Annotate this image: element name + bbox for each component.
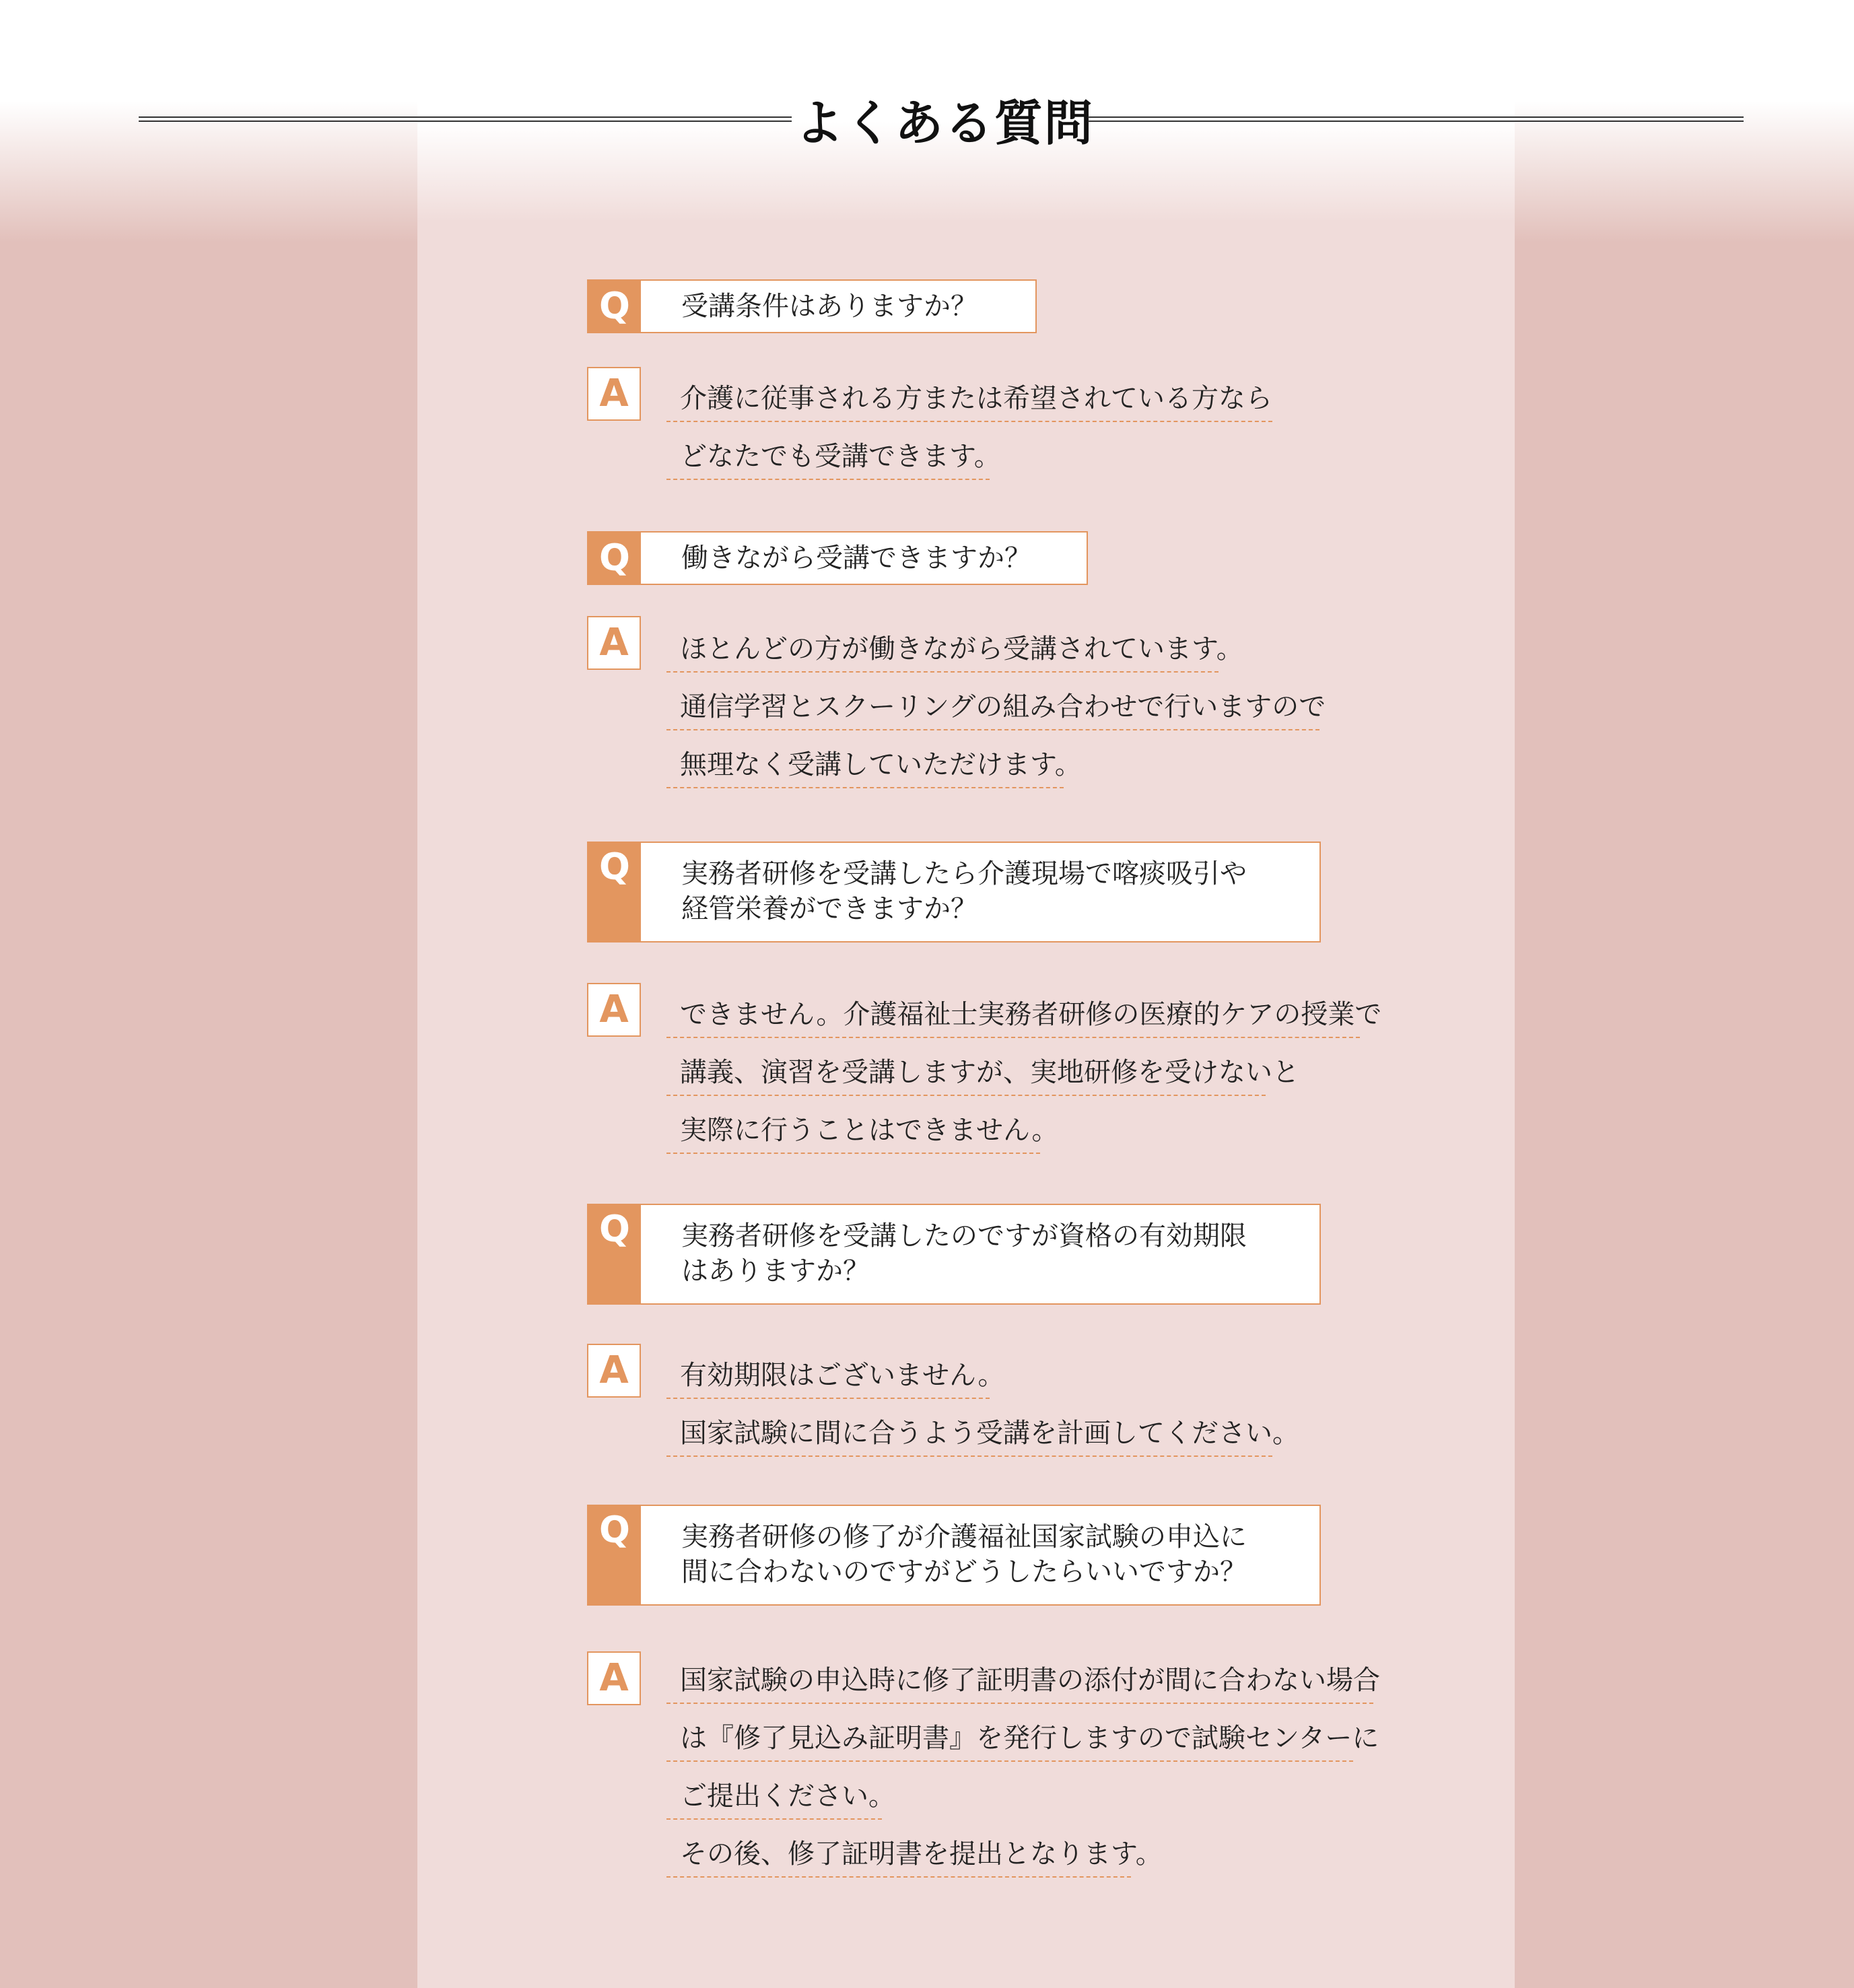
- page-title: よくある質問: [795, 95, 1095, 151]
- question-box: [587, 1505, 1321, 1606]
- question-text: 働きながら受講できますか？: [681, 543, 1031, 574]
- answer-badge: A: [587, 1651, 641, 1705]
- answer-line: その後、修了証明書を提出となります。: [666, 1830, 1131, 1878]
- title-rule-left: [139, 116, 792, 122]
- question-text-line: 実務者研修を受講したのですが資格の有効期限: [681, 1221, 1247, 1252]
- answer-badge: A: [587, 616, 641, 670]
- question-text: [681, 1219, 1306, 1289]
- question-badge: Q: [588, 1506, 641, 1604]
- answer-badge: A: [587, 367, 641, 421]
- answer-line: 国家試験の申込時に修了証明書の添付が間に合わない場合: [666, 1657, 1373, 1704]
- question-badge: Q: [588, 1205, 641, 1303]
- question-text-line: はありますか？: [681, 1256, 870, 1287]
- answer-line: ほとんどの方が働きながら受講されています。: [666, 625, 1218, 673]
- answer-line: 国家試験に間に合うよう受講を計画してください。: [666, 1410, 1272, 1457]
- question-text: [681, 856, 1306, 926]
- question-box: [587, 1204, 1321, 1305]
- answer-line: 通信学習とスクーリングの組み合わせで行いますので: [666, 683, 1319, 730]
- answer-line: 介護に従事される方または希望されている方なら: [666, 375, 1272, 422]
- question-box: [587, 279, 1037, 333]
- answer-badge: A: [587, 983, 641, 1037]
- answer-line: 無理なく受講していただけます。: [666, 741, 1064, 788]
- question-text-line: 間に合わないのですがどうしたらいいですか？: [681, 1556, 1247, 1587]
- page-header: [139, 94, 1744, 155]
- question-badge: Q: [588, 533, 641, 584]
- question-box: [587, 842, 1321, 942]
- answer-line: どなたでも受講できます。: [666, 433, 990, 480]
- answer-line: 実際に行うことはできません。: [666, 1107, 1040, 1154]
- question-text: [681, 1519, 1306, 1589]
- question-box: [587, 531, 1088, 585]
- question-text-line: 実務者研修を受講したら介護現場で喀痰吸引や: [681, 858, 1247, 889]
- answer-line: 講義、演習を受講しますが、実地研修を受けないと: [666, 1049, 1266, 1096]
- answer-line: 有効期限はございません。: [666, 1352, 990, 1399]
- question-badge: Q: [588, 281, 641, 332]
- question-text: 受講条件はありますか？: [681, 291, 977, 322]
- question-text-line: 実務者研修の修了が介護福祉国家試験の申込に: [681, 1521, 1247, 1552]
- answer-line: ご提出ください。: [666, 1773, 882, 1820]
- question-badge: Q: [588, 843, 641, 941]
- question-text-line: 経管栄養ができますか？: [681, 893, 977, 924]
- title-rule-right: [1088, 116, 1744, 122]
- answer-line: は『修了見込み証明書』を発行しますので試験センターに: [666, 1715, 1353, 1762]
- answer-line: できません。介護福祉士実務者研修の医療的ケアの授業で: [666, 991, 1360, 1038]
- answer-badge: A: [587, 1344, 641, 1398]
